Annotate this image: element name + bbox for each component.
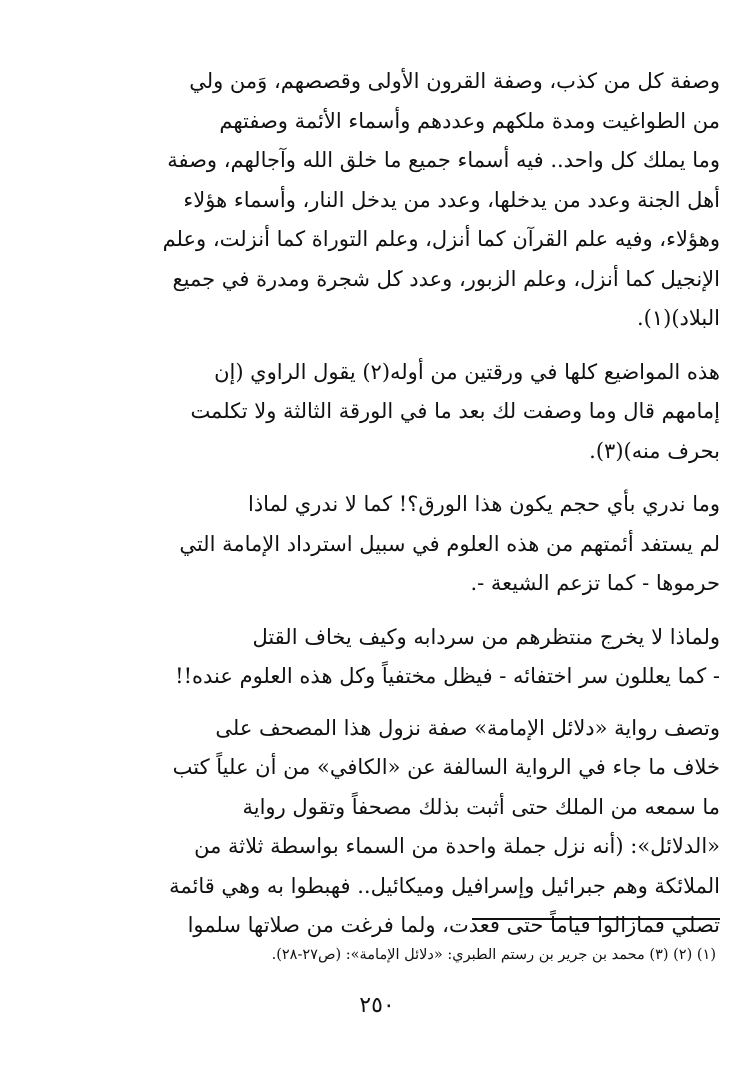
- text-line: هذه المواضيع كلها في ورقتين من أوله(٢) يقول الراوي (إن: [214, 359, 720, 384]
- text-line: وتصف رواية «دلائل الإمامة» صفة نزول هذا المصحف على: [215, 715, 720, 740]
- text-line: ولماذا لا يخرج منتظرهم من سردابه وكيف يخاف القتل: [252, 624, 720, 649]
- text-line: - كما يعللون سر اختفائه - فيظل مختفياً وكل هذه العلوم عنده!!: [175, 664, 720, 688]
- text-line: وما ندري بأي حجم يكون هذا الورق؟! كما لا ندري لماذا: [247, 492, 720, 516]
- text-line: تصلي فمازالوا قياماً حتى قعدت، ولما فرغت من صلاتها سلموا: [187, 913, 720, 937]
- paragraph-3: [30, 485, 720, 604]
- page-number: ٢٥٠: [359, 993, 395, 1018]
- text-line: وما يملك كل واحد.. فيه أسماء جميع ما خلق الله وآجالهم، وصفة: [167, 148, 720, 172]
- paragraph-1: [30, 62, 720, 339]
- paragraph-2: [30, 353, 720, 472]
- paragraph-5: [30, 709, 720, 946]
- text-line: خلاف ما جاء في الرواية السالفة عن «الكافي» من أن علياً كتب: [172, 755, 720, 779]
- text-line: البلاد)(١).: [637, 306, 720, 330]
- text-line: الملائكة وهم جبرائيل وإسرافيل وميكائيل.. فهبطوا به وهي قائمة: [169, 873, 720, 898]
- text-line: «الدلائل»: (أنه نزل جملة واحدة من السماء بواسطة ثلاثة من: [194, 834, 720, 858]
- text-line: من الطواغيت ومدة ملكهم وعددهم وأسماء الأئمة وصفتهم: [219, 108, 720, 133]
- footnote: (١) (٢) (٣) محمد بن جرير بن رستم الطبري: «دلائل الإمامة»: (ص٢٧-٢٨).: [271, 947, 716, 963]
- text-line: حرموها - كما تزعم الشيعة -.: [470, 571, 720, 595]
- text-line: لم يستفد أئمتهم من هذه العلوم في سبيل استرداد الإمامة التي: [179, 531, 720, 556]
- paragraph-4: [30, 618, 720, 697]
- text-line: وهؤلاء، وفيه علم القرآن كما أنزل، وعلم التوراة كما أنزلت، وعلم: [162, 227, 720, 251]
- text-line: ما سمعه من الملك حتى أثبت بذلك مصحفاً وتقول رواية: [242, 794, 720, 819]
- text-line: بحرف منه)(٣).: [589, 438, 720, 463]
- body-text: [30, 62, 720, 946]
- text-line: أهل الجنة وعدد من يدخلها، وعدد من يدخل النار، وأسماء هؤلاء: [183, 187, 720, 212]
- text-line: وصفة كل من كذب، وصفة القرون الأولى وقصصهم، وَمن ولي: [189, 69, 720, 93]
- text-line: إمامهم قال وما وصفت لك بعد ما في الورقة الثالثة ولا تكلمت: [190, 399, 720, 423]
- text-line: الإنجيل كما أنزل، وعلم الزبور، وعدد كل شجرة ومدرة في جميع: [172, 266, 720, 291]
- footnote-divider: [472, 918, 720, 920]
